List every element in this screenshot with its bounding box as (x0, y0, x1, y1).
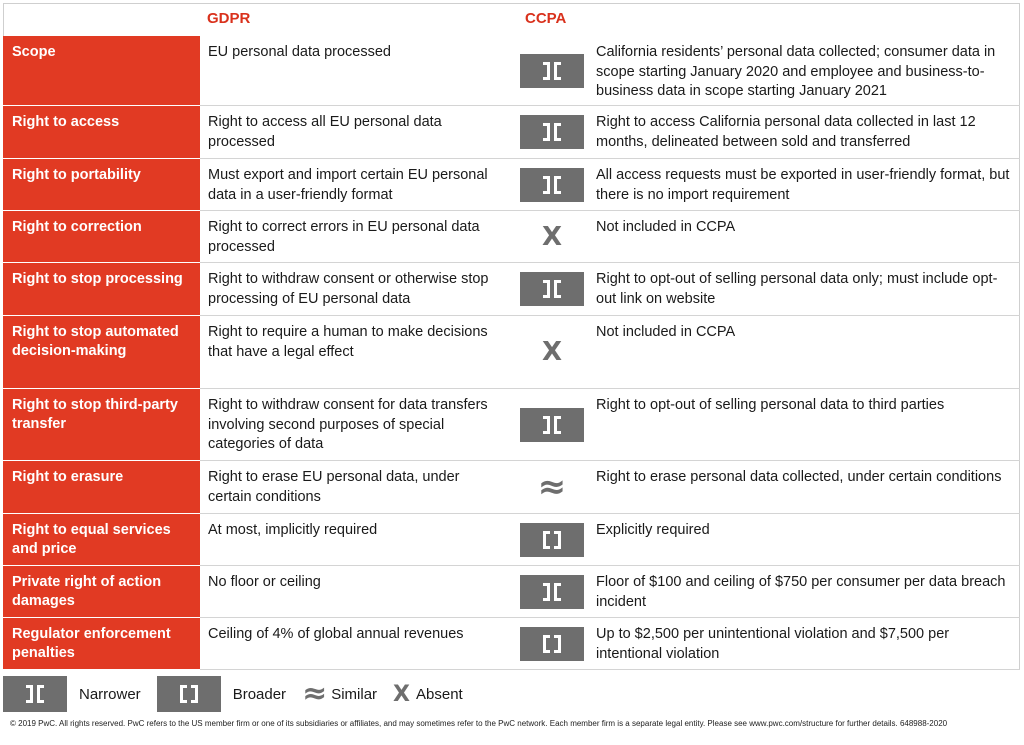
gdpr-column-header: GDPR (207, 10, 251, 27)
ccpa-cell: Right to opt-out of selling personal data to third parties (596, 397, 945, 413)
gdpr-cell: Ceiling of 4% of global annual revenues (208, 626, 464, 642)
table-row (3, 461, 1020, 514)
comparison-icon-cell (514, 389, 590, 460)
legend-absent-label: Absent (416, 685, 463, 703)
comparison-icon-cell (514, 263, 590, 315)
gdpr-cell: Right to erase EU personal data, under certain conditions (208, 469, 460, 505)
row-label: Right to erasure (3, 461, 200, 514)
comparison-icon-cell (514, 461, 590, 513)
legend (3, 676, 479, 712)
row-label: Right to correction (3, 211, 200, 263)
copyright-footer: © 2019 PwC. All rights reserved. PwC refers to the US member firm or one of its subsidiaries or affiliates, and may sometimes refer to the PwC network. Each member firm is a separate legal entity. Please see www.pwc.com/structure for further details. 648988-2020 (10, 719, 948, 728)
narrower-icon (520, 115, 584, 149)
row-label: Scope (3, 36, 200, 106)
table-row (3, 316, 1020, 389)
ccpa-cell: Up to $2,500 per unintentional violation and $7,500 per intentional violation (596, 626, 950, 662)
table-row (3, 36, 1020, 106)
narrower-icon (520, 575, 584, 609)
gdpr-cell: Must export and import certain EU personal data in a user-friendly format (208, 167, 488, 203)
gdpr-cell: No floor or ceiling (208, 574, 321, 590)
comparison-icon-cell (514, 106, 590, 158)
row-label: Right to stop third-party transfer (3, 389, 200, 461)
comparison-icon-cell (514, 211, 590, 262)
ccpa-cell: Right to opt-out of selling personal data only; must include opt-out link on website (596, 271, 998, 307)
narrower-icon (520, 408, 584, 442)
narrower-icon (520, 272, 584, 306)
row-label: Right to stop processing (3, 263, 200, 316)
legend-narrower-label: Narrower (79, 685, 141, 703)
similar-icon: ≈ (302, 676, 328, 711)
broader-icon (157, 676, 221, 712)
gdpr-cell: At most, implicitly required (208, 522, 378, 538)
ccpa-cell: Not included in CCPA (596, 324, 736, 340)
ccpa-cell: Right to access California personal data collected in last 12 months, delineated between sold and transferred (596, 114, 976, 150)
table-row (3, 389, 1020, 461)
ccpa-cell: Right to erase personal data collected, under certain conditions (596, 469, 1002, 485)
similar-icon: ≈ (537, 467, 567, 507)
gdpr-cell: Right to access all EU personal data processed (208, 114, 442, 150)
row-label: Private right of action damages (3, 566, 200, 618)
gdpr-cell: Right to withdraw consent or otherwise stop processing of EU personal data (208, 271, 489, 307)
row-label: Right to access (3, 106, 200, 159)
table-row (3, 618, 1020, 670)
ccpa-cell: Not included in CCPA (596, 219, 736, 235)
row-label: Right to stop automated decision-making (3, 316, 200, 389)
table-row (3, 514, 1020, 566)
broader-icon (520, 627, 584, 661)
gdpr-cell: Right to require a human to make decisions that have a legal effect (208, 324, 488, 360)
absent-icon: X (541, 221, 563, 252)
comparison-icon-cell (514, 316, 590, 388)
ccpa-cell: California residents’ personal data collected; consumer data in scope starting January 2020 and employee and business-to-business data in scope starting January 2021 (596, 44, 996, 99)
comparison-table (3, 36, 1020, 670)
table-row (3, 106, 1020, 159)
row-label: Right to portability (3, 159, 200, 211)
gdpr-cell: EU personal data processed (208, 44, 391, 60)
comparison-icon-cell (514, 566, 590, 617)
ccpa-cell: Explicitly required (596, 522, 710, 538)
gdpr-cell: Right to correct errors in EU personal data processed (208, 219, 480, 255)
absent-icon: X (541, 337, 563, 367)
row-label: Right to equal services and price (3, 514, 200, 566)
table-row (3, 566, 1020, 618)
comparison-icon-cell (514, 159, 590, 210)
ccpa-cell: Floor of $100 and ceiling of $750 per consumer per data breach incident (596, 574, 1006, 610)
narrower-icon (3, 676, 67, 712)
row-label: Regulator enforcement penalties (3, 618, 200, 670)
gdpr-cell: Right to withdraw consent for data transfers involving second purposes of special categories of data (208, 397, 488, 452)
broader-icon (520, 523, 584, 557)
comparison-icon-cell (514, 36, 590, 105)
legend-broader-label: Broader (232, 685, 287, 703)
ccpa-cell: All access requests must be exported in user-friendly format, but there is no import requirement (596, 167, 1010, 203)
narrower-icon (520, 54, 584, 88)
narrower-icon (520, 168, 584, 202)
table-row (3, 263, 1020, 316)
legend-similar-label: Similar (331, 685, 378, 703)
absent-icon: X (393, 681, 411, 707)
comparison-icon-cell (514, 618, 590, 669)
comparison-icon-cell (514, 514, 590, 565)
ccpa-column-header: CCPA (525, 10, 567, 27)
table-row (3, 159, 1020, 211)
table-row (3, 211, 1020, 263)
